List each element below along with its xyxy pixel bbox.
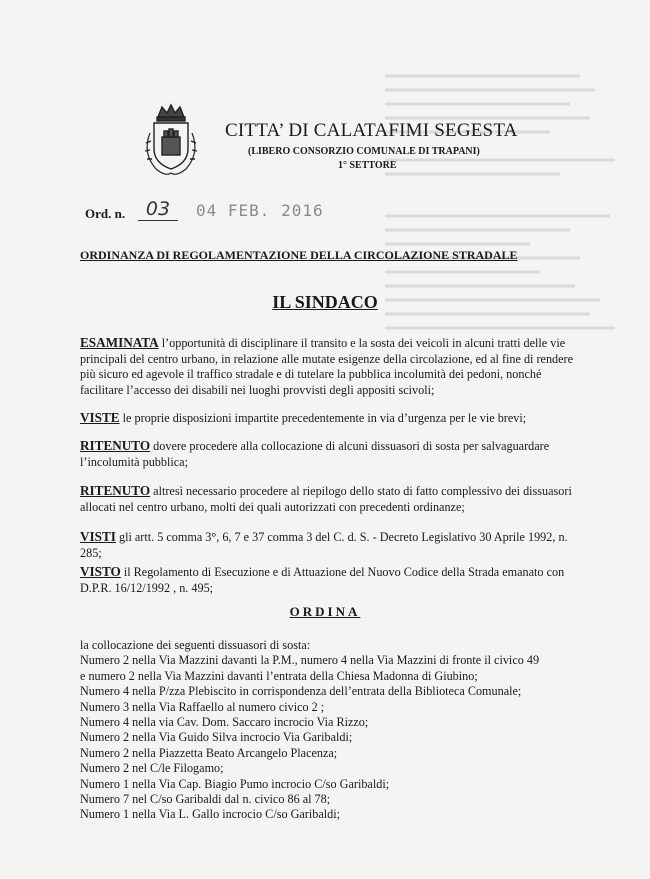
list-item: Numero 2 nella Via Mazzini davanti la P.M., numero 4 nella Via Mazzini di fronte il civico 49 bbox=[80, 653, 540, 668]
paragraph-ritenuto-2 bbox=[80, 483, 580, 515]
sindaco-heading: IL SINDACO bbox=[272, 292, 378, 312]
paragraph-esaminata bbox=[80, 335, 580, 398]
list-item: Numero 4 nella P/zza Plebiscito in corrispondenza dell’entrata della Biblioteca Comunale; bbox=[80, 684, 522, 699]
paragraph-text: gli artt. 5 comma 3°, 6, 7 e 37 comma 3 del C. d. S. - Decreto Legislativo 30 Aprile 1992, n. 285; bbox=[80, 530, 568, 560]
paragraph-keyword: ESAMINATA bbox=[80, 335, 159, 350]
paragraph-visto bbox=[80, 564, 580, 596]
paragraph-visti bbox=[80, 529, 580, 561]
municipality-subtitle: (LIBERO CONSORZIO COMUNALE DI TRAPANI) bbox=[248, 146, 480, 157]
paragraph-ritenuto-1 bbox=[80, 438, 580, 470]
list-item: Numero 2 nella Piazzetta Beato Arcangelo Placenza; bbox=[80, 745, 338, 760]
paragraph-viste bbox=[80, 410, 580, 427]
list-item: Numero 2 nella Via Guido Silva incrocio Via Garibaldi; bbox=[80, 730, 353, 745]
paragraph-text: dovere procedere alla collocazione di alcuni dissuasori di sosta per salvaguardare l’incolumità pubblica; bbox=[80, 439, 550, 469]
ordinance-title: ORDINANZA DI REGOLAMENTAZIONE DELLA CIRCOLAZIONE STRADALE bbox=[80, 248, 518, 262]
paragraph-text: altresì necessario procedere al riepilogo dello stato di fatto complessivo dei dissuasori allocati nel centro urbano, molti dei quali autorizzati con precedenti ordinanze; bbox=[80, 484, 572, 514]
ordina-heading: ORDINA bbox=[289, 604, 361, 619]
municipal-crest-icon bbox=[138, 103, 204, 179]
list-item: la collocazione dei seguenti dissuasori di sosta: bbox=[80, 638, 311, 652]
municipality-title: CITTA’ DI CALATAFIMI SEGESTA bbox=[225, 120, 518, 141]
paragraph-text: le proprie disposizioni impartite precedentemente in via d’urgenza per le vie brevi; bbox=[119, 411, 527, 425]
dissuasori-list bbox=[80, 638, 600, 823]
paragraph-keyword: RITENUTO bbox=[80, 438, 151, 453]
paragraph-keyword: RITENUTO bbox=[80, 483, 151, 498]
list-item: e numero 2 nella Via Mazzini davanti l’entrata della Chiesa Madonna di Giubino; bbox=[80, 668, 478, 683]
list-item: Numero 3 nella Via Raffaello al numero civico 2 ; bbox=[80, 699, 325, 714]
list-item: Numero 7 nel C/so Garibaldi dal n. civico 86 al 78; bbox=[80, 792, 331, 807]
list-item: Numero 1 nella Via L. Gallo incrocio C/so Garibaldi; bbox=[80, 807, 340, 822]
paragraph-text: l’opportunità di disciplinare il transito e la sosta dei veicoli in alcuni tratti delle vie principali del centro urbano, in relazione alle mutate esigenze della circolazione, ed al fine di rendere più sicuro ed agevole il traffico stradale e di tutelare la pubblica incolumità dei pedoni, nonché facilitare l’accesso dei disabili nei luoghi provvisti degli appositi scivoli; bbox=[80, 336, 574, 397]
ordinance-number-label: Ord. n. bbox=[85, 206, 126, 221]
list-item: Numero 1 nella Via Cap. Biagio Pumo incrocio C/so Garibaldi; bbox=[80, 776, 390, 791]
list-item: Numero 2 nel C/le Filogamo; bbox=[80, 761, 224, 776]
paragraph-keyword: VISTI bbox=[80, 529, 116, 544]
ordinance-number: 03 bbox=[138, 198, 178, 221]
date-stamp: 04 FEB. 2016 bbox=[196, 201, 324, 220]
paragraph-keyword: VISTO bbox=[80, 564, 121, 579]
list-item: Numero 4 nella via Cav. Dom. Saccaro incrocio Via Rizzo; bbox=[80, 715, 369, 730]
settore-label: 1° SETTORE bbox=[338, 160, 397, 171]
paragraph-text: il Regolamento di Esecuzione e di Attuazione del Nuovo Codice della Strada emanato con D.P.R. 16/12/1992 , n. 495; bbox=[80, 565, 565, 595]
paragraph-keyword: VISTE bbox=[80, 410, 120, 425]
